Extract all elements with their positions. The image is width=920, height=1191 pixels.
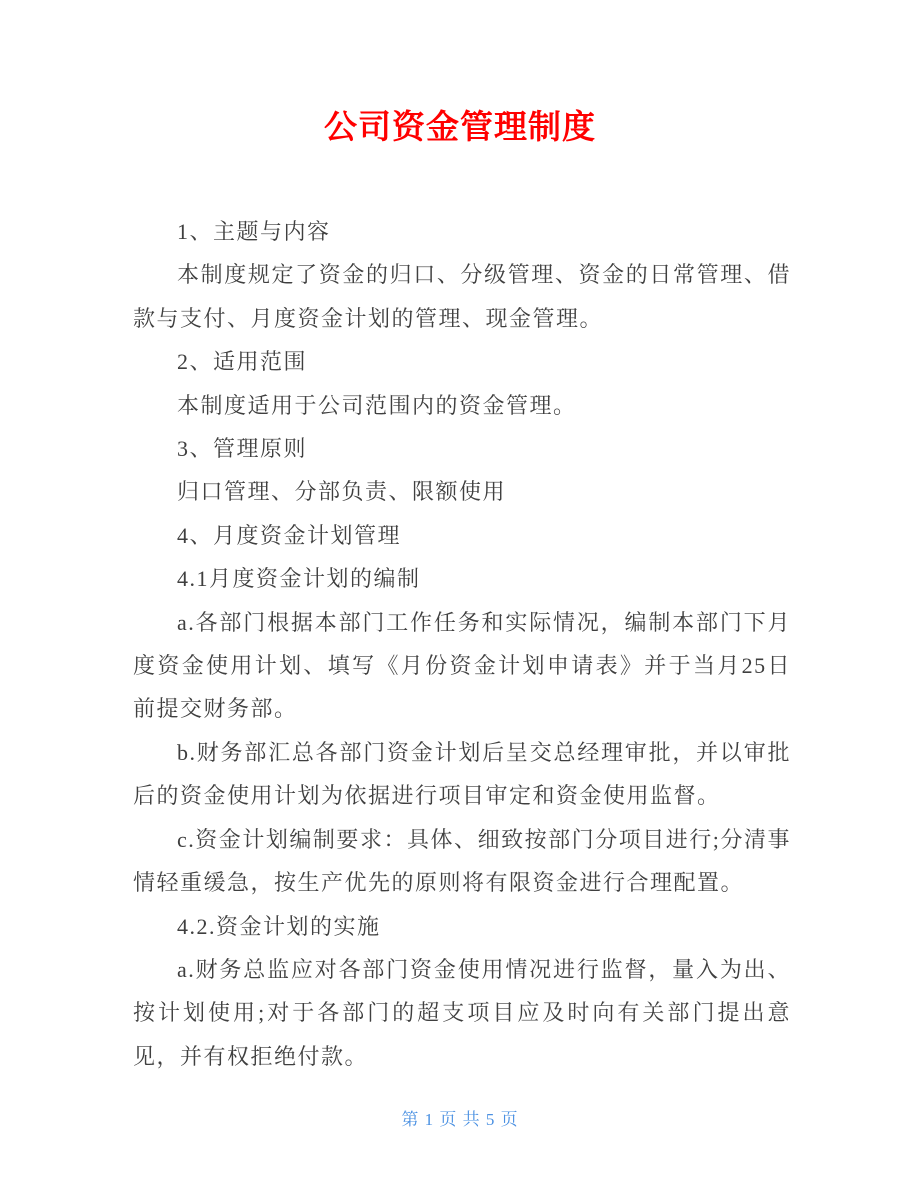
paragraph: 4、月度资金计划管理 bbox=[177, 522, 402, 548]
paragraph: 3、管理原则 bbox=[177, 436, 308, 462]
paragraph: c.资金计划编制要求：具体、细致按部门分项目进行;分清事情轻重缓急，按生产优先的原则将有限资金进行合理配置。 bbox=[133, 826, 791, 896]
paragraph: 2、适用范围 bbox=[177, 349, 308, 375]
paragraph: 本制度规定了资金的归口、分级管理、资金的日常管理、借款与支付、月度资金计划的管理、现金管理。 bbox=[133, 262, 791, 331]
paragraph: a.各部门根据本部门工作任务和实际情况，编制本部门下月度资金使用计划、填写《月份资金计划申请表》并于当月25日前提交财务部。 bbox=[133, 609, 791, 722]
paragraph: 本制度适用于公司范围内的资金管理。 bbox=[177, 392, 577, 418]
paragraph: a.财务总监应对各部门资金使用情况进行监督，量入为出、按计划使用;对于各部门的超支项目应及时向有关部门提出意见，并有权拒绝付款。 bbox=[133, 956, 791, 1069]
paragraph: 4.2.资金计划的实施 bbox=[177, 913, 381, 939]
page-footer bbox=[0, 1107, 920, 1133]
paragraph: 归口管理、分部负责、限额使用 bbox=[177, 479, 507, 505]
paragraph: 4.1月度资金计划的编制 bbox=[177, 566, 421, 592]
document-title: 公司资金管理制度 bbox=[324, 110, 596, 146]
document-body bbox=[133, 210, 791, 1078]
page-number-text: 第 1 页 共 5 页 bbox=[401, 1110, 519, 1129]
paragraph: b.财务部汇总各部门资金计划后呈交总经理审批，并以审批后的资金使用计划为依据进行项目审定和资金使用监督。 bbox=[133, 739, 791, 809]
paragraph: 1、主题与内容 bbox=[177, 219, 331, 244]
